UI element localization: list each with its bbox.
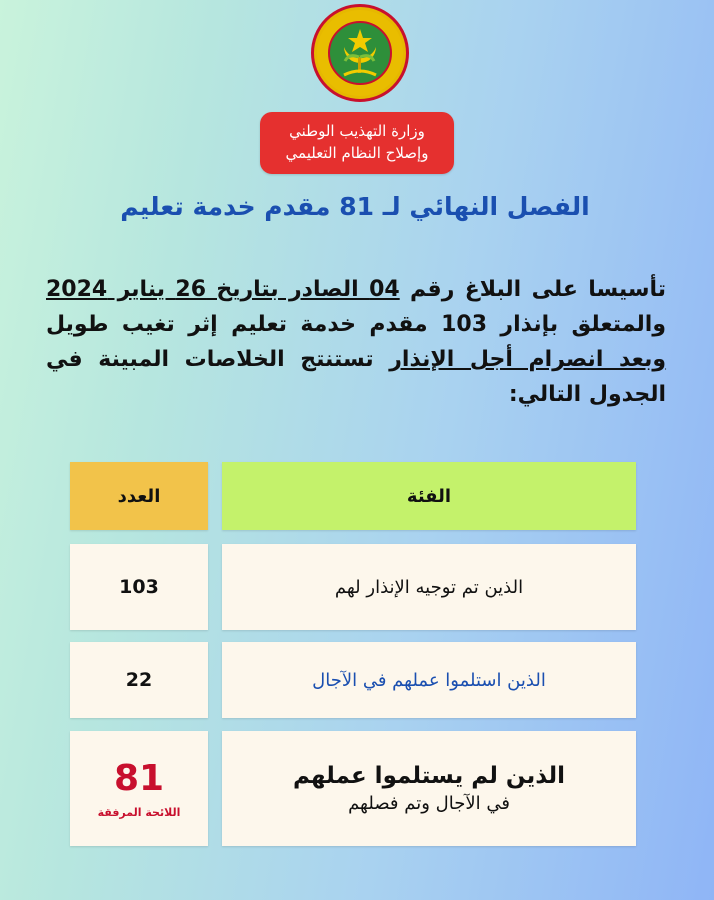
row-1-count: 103 (70, 544, 208, 630)
row-2-category: الذين استلموا عملهم في الآجال (222, 642, 636, 718)
paragraph-part-3: تستنتج الخلاصات المبينة في الجدول التالي: (46, 347, 666, 407)
paragraph-part-1: تأسيسا على البلاغ رقم (399, 277, 666, 302)
row-3-count-value: 81 (113, 758, 165, 799)
header-count: العدد (70, 462, 208, 530)
row-3-count (70, 731, 208, 846)
row-3-category (222, 731, 636, 846)
ministry-line-2: وإصلاح النظام التعليمي (285, 144, 429, 162)
page-title: الفصل النهائي لـ 81 مقدم خدمة تعليم (120, 192, 590, 221)
header-category: الفئة (222, 462, 636, 530)
row-2-count: 22 (70, 642, 208, 718)
paragraph-part-2: والمتعلق بإنذار 103 مقدم خدمة تعليم إثر تغيب طويل (46, 312, 666, 337)
paragraph-underlined-1: 04 الصادر بتاريخ 26 يناير 2024 (46, 277, 400, 302)
intro-paragraph (46, 272, 666, 412)
row-1-category: الذين تم توجيه الإنذار لهم (222, 544, 636, 630)
paragraph-underlined-2: وبعد انصرام أجل الإنذار (389, 347, 667, 372)
row-3-category-line-1: الذين لم يستلموا عملهم (292, 763, 566, 789)
row-3-category-line-2: في الآجال وتم فصلهم (348, 793, 510, 814)
ministry-line-1: وزارة التهذيب الوطني (289, 122, 425, 140)
row-3-note: اللائحة المرفقة (97, 806, 181, 819)
ministry-label (260, 112, 454, 174)
mauritania-seal-logo (311, 4, 409, 102)
